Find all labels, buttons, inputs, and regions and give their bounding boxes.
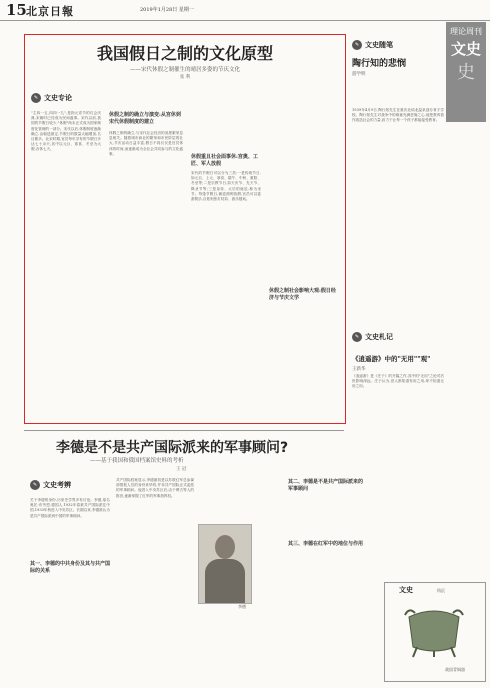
feature-column-label: 文史专论 [44, 94, 72, 102]
right-column-tag-2 [352, 332, 393, 342]
right-column-label: 文史随笔 [365, 41, 393, 49]
feature-headline: 我国假日之制的文化原型 [96, 44, 273, 63]
lower-column-tag [30, 480, 71, 490]
artifact-subtitle: 钩沉 [437, 588, 445, 593]
feature-section-2: 休假重且社会面事休:宫奥、工匠、军人放假 [191, 154, 258, 167]
column-icon: ✎ [352, 332, 362, 342]
feature-article [24, 34, 346, 424]
feature-col-2: 休假之制的确立,与宋代社会经济的高度繁荣息息相关。随着城市商业的繁荣和市民阶层的壮大,节庆活动日益丰富,假日不再仅仅是官员休沐的时间,而逐渐成为全社会共同参与的文化盛事。 [109, 131, 183, 156]
artifact-title: 文史 [399, 585, 413, 594]
lower-headline: 李德是不是共产国际派来的军事顾问? [56, 440, 289, 456]
portrait-head [215, 535, 235, 559]
right-column-tag [352, 40, 444, 50]
lower-col-1: 关于李德的身份,历来史学界多有讨论。李德,原名奥托·布劳恩,德国人,1932年春被共产国际派往中国,1933年秋进入中央苏区。长期以来,李德被认为是共产国际派到中国的军事顾问。 [30, 498, 110, 518]
side-banner-column: 理论周刊 [450, 27, 482, 36]
date-line: 2019年1月28日 星期一 [140, 7, 194, 13]
portrait-body [205, 559, 245, 603]
lower-column-label: 文史考辨 [43, 481, 71, 489]
feature-section-3: 休假之制社会影响大观:假日经济与节庆文学 [269, 288, 336, 301]
lower-section-1: 其一、李德的中共身份及其与共产国际的关系 [30, 561, 111, 574]
photo-caption: 李德 [238, 604, 246, 609]
essay-title-2: 《逍遥游》中的"无用""观" [352, 355, 431, 363]
right-column [352, 22, 444, 389]
feature-column-tag [31, 93, 72, 103]
essay-body: 1939年4月9日,陶行知先生在重庆北碚北温泉创办育才学校。陶行知先生对战争中的难童充满悲悯之心,他把教育看作改造社会的力量,致力于让每一个孩子都能接受教育。 [352, 108, 444, 123]
feature-col-1: "主四一五,四四一九",是指元宵节的灯会庆典,宋朝时已经成为民间盛事。宋代以前,我国的节假日较少,"休假"尚未正式成为国家制度化管理的一部分。宋代以后,休假制度逐渐确立,由朝廷颁定,节假日的数量大幅增加,名目繁多。北宋时期,官员每年享有的节假日多达七十余天,其中以元旦、寒食、冬至为大假,各休七天。 [31, 111, 101, 152]
portrait-photo [198, 524, 252, 604]
side-banner-name: 文史 [450, 40, 481, 58]
feature-col-3: 宋代的节假日可以分为三类:一是传统节日,如元旦、上元、寒食、端午、中秋、重阳、冬至等;二是宗教节日,如天庆节、先天节、降圣节等;三是皇帝、太后的诞辰,称为圣节。每逢节假日,朝廷照例放假,官员可以宴游娱乐,百姓则张灯结彩、游乐嬉戏。 [191, 171, 261, 202]
lower-col-2: 共产国际档案显示,李德最初是以苏联红军总参谋部情报人员的身份来华的,并非共产国际正式委派的军事顾问。他进入中央苏区后,由于博古等人的推崇,逐渐掌握了红军的军事指挥权。 [116, 478, 194, 498]
column-icon: ✎ [31, 93, 41, 103]
paper-name: 北京日報 [26, 5, 74, 18]
right-column-label-2: 文史札记 [365, 333, 393, 341]
feature-section-1: 休假之制的确立与演变:从宫休到宋代休假制度的建立 [109, 112, 181, 125]
lower-subhead: ——基于我国和俄国档案馆史料的考析 [90, 458, 184, 464]
feature-byline: 张 利 [179, 75, 191, 80]
side-banner [446, 22, 486, 122]
column-icon: ✎ [30, 480, 40, 490]
lower-byline: 王 冠 [176, 467, 187, 472]
artifact-caption: 战国青铜器 [445, 667, 465, 672]
essay-author-2: 王新华 [352, 367, 366, 372]
divider [24, 430, 344, 431]
side-banner-sub: 史 [457, 62, 475, 83]
essay-title: 陶行知的悲悯 [352, 59, 407, 69]
masthead [0, 0, 490, 21]
column-icon: ✎ [352, 40, 362, 50]
artifact-panel [384, 582, 486, 682]
essay-body-2: 《逍遥游》是《庄子》的开篇之作,其中的"无用"之论对后世影响深远。庄子认为,世人都知道有用之用,却不知道无用之用。 [352, 374, 444, 389]
feature-subhead: ——宋代休假之制催生的晴居多姿的节庆文化 [129, 67, 240, 73]
bronze-vessel-icon [399, 599, 469, 659]
page-number: 15 [6, 1, 27, 19]
essay-author: 游学明 [352, 72, 366, 77]
lower-section-3: 其三、李德在红军中的地位与作用 [288, 541, 364, 547]
lower-section-2: 其二、李德是不是共产国际派来的军事顾问 [288, 479, 364, 492]
